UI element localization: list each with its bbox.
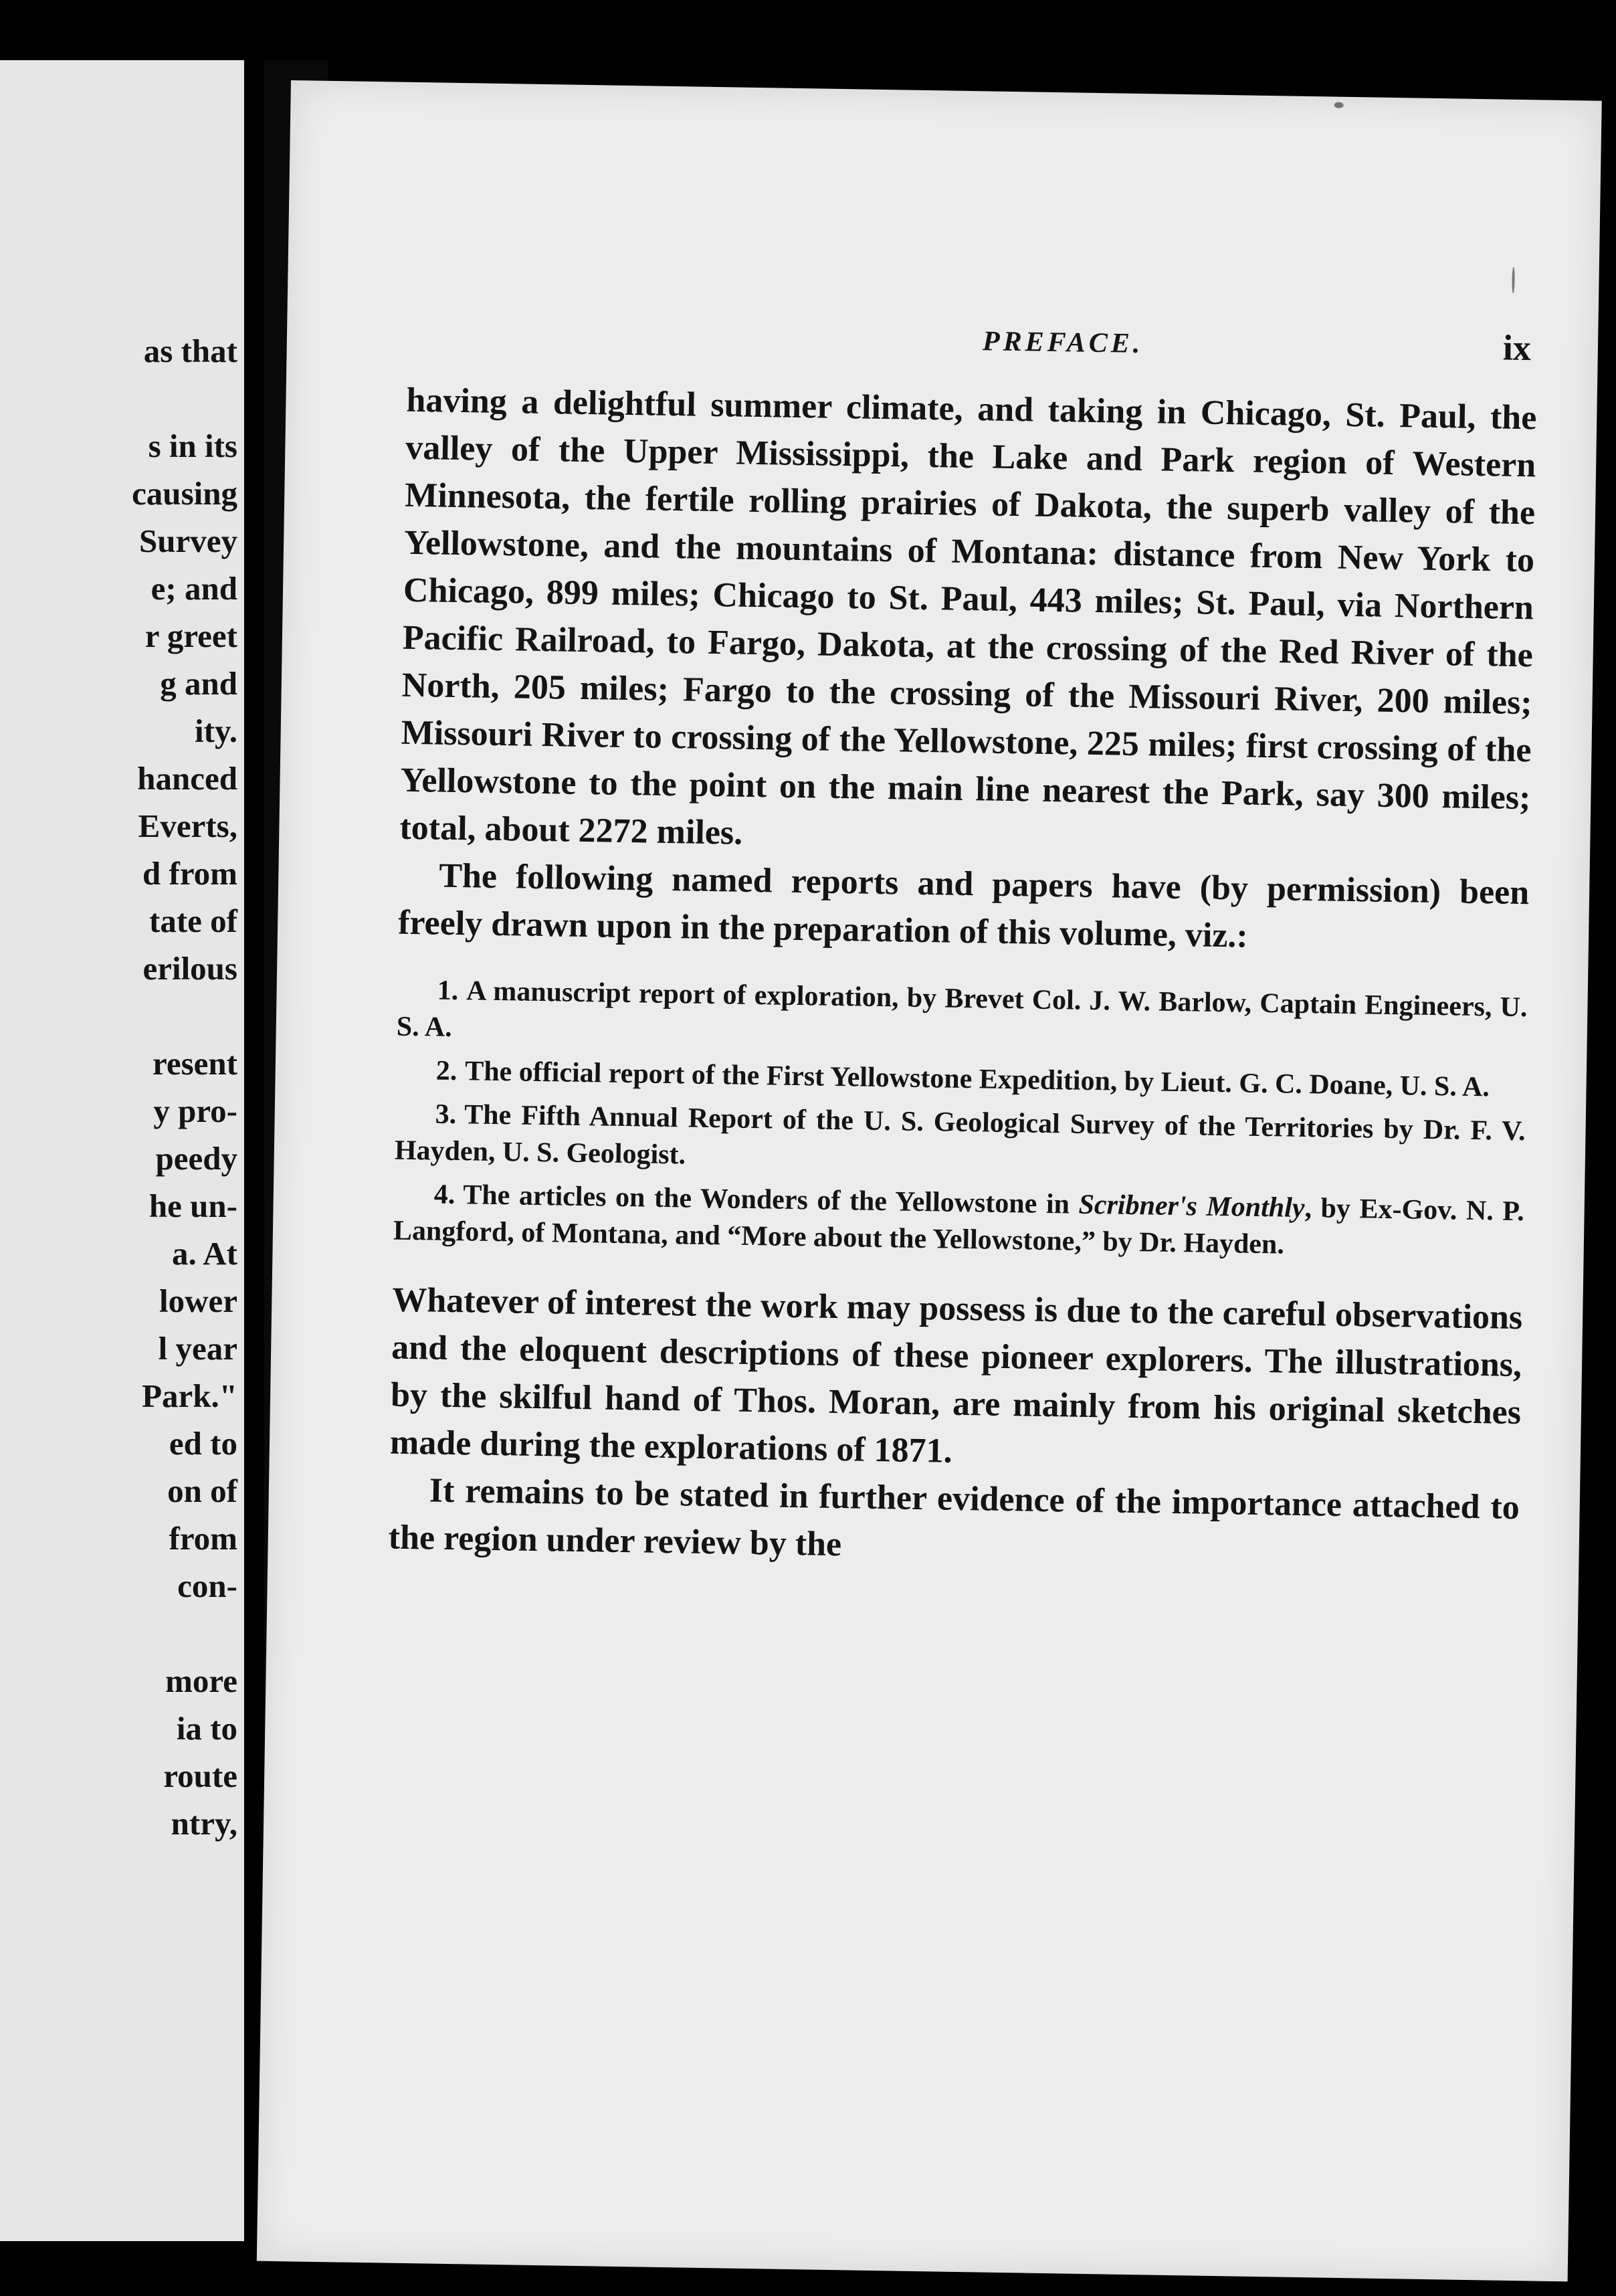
left-page-line-fragment: ntry, (171, 1805, 237, 1842)
left-page-line-fragment: y pro- (153, 1092, 237, 1129)
paragraph: Whatever of interest the work may possess is due to the careful observations and the eloquent descriptions of these pioneer explorers. The illustrations, by the skilful hand of Thos. Moran, are mainly from his original sketches made during the explorations of 1871. (389, 1280, 1523, 1470)
left-page-line-fragment: ia to (176, 1710, 237, 1747)
left-page-line-fragment: a. At (172, 1235, 237, 1272)
left-page-line-fragment: from (169, 1520, 237, 1557)
left-page-line-fragment: g and (160, 665, 237, 702)
source-number: 1. (437, 975, 459, 1007)
source-item (393, 1176, 1525, 1268)
paragraph: The following named reports and papers have (by permission) been freely drawn upon in the preparation of this volume, viz.: (397, 856, 1530, 955)
left-page-line-fragment: ity. (195, 712, 237, 749)
body-text (388, 377, 1537, 1579)
source-text: A manuscript report of exploration, by Brevet Col. J. W. Barlow, Captain Engineers, U. S. A. (396, 975, 1528, 1043)
left-page-line-fragment: more (165, 1662, 237, 1699)
left-page-line-fragment: causing (132, 475, 237, 512)
paragraph: It remains to be stated in further evidence of the importance attached to the region under review by the (388, 1471, 1520, 1564)
left-page-line-fragment: Everts, (138, 807, 237, 844)
source-item (394, 1096, 1526, 1187)
left-page-line-fragment: Park." (142, 1377, 237, 1414)
left-page-line-fragment: ed to (169, 1425, 237, 1462)
source-text: The Fifth Annual Report of the U. S. Geological Survey of the Territories by Dr. F. V. Hayden, U. S. Geologist. (394, 1099, 1526, 1171)
left-page-line-fragment: con- (177, 1567, 237, 1604)
left-page-line-fragment: erilous (142, 950, 237, 987)
left-page-line-fragment: r greet (144, 617, 237, 654)
left-page-line-fragment: resent (153, 1045, 237, 1082)
left-page-line-fragment: l year (158, 1330, 237, 1367)
left-page-line-fragment: hanced (137, 760, 237, 797)
left-page-line-fragment: on of (167, 1472, 237, 1509)
left-page-line-fragment: e; and (150, 570, 237, 607)
source-text: The official report of the First Yellowstone Expedition, by Lieut. G. C. Doane, U. S. A. (464, 1056, 1490, 1103)
left-page-line-fragment: d from (142, 855, 237, 892)
left-page-line-fragment: s in its (148, 427, 237, 464)
source-number: 2. (435, 1055, 458, 1087)
speck (1334, 102, 1344, 108)
sources-list (393, 972, 1528, 1267)
page-header (407, 310, 1545, 375)
source-text: , by Ex-Gov. N. P. Langford, of Montana, and “More about the Yellowstone,” by Dr. Hayden. (393, 1193, 1525, 1260)
running-head: PREFACE. (982, 326, 1144, 360)
left-page-line-fragment: route (163, 1757, 237, 1794)
left-page-line-fragment: Survey (139, 522, 237, 559)
left-page-line-fragment: he un- (148, 1187, 237, 1224)
left-page-line-fragment: peedy (155, 1140, 237, 1177)
left-page-line-fragment: as that (143, 332, 237, 369)
periodical-title: Scribner's Monthly (1078, 1189, 1305, 1224)
left-page-line-fragment: lower (159, 1282, 237, 1319)
left-page-line-fragment: tate of (149, 902, 237, 939)
speck (1512, 267, 1515, 294)
source-number: 3. (435, 1098, 457, 1131)
source-item (396, 972, 1528, 1064)
paragraph: having a delightful summer climate, and taking in Chicago, St. Paul, the valley of the Upper Mississippi, the Lake and Park region of Western Minnesota, the fertile rolling prairies of Dakota, the superb valley of the Yellowstone, and the mountains of Montana: distance from New York to Chicago, 899 miles; Chicago to St. Paul, 443 miles; St. Paul, via Northern Pacific Railroad, to Fargo, Dakota, at the crossing of the Red River of the North, 205 miles; Fargo to the crossing of the Missouri River, 200 miles; Missouri River to crossing of the Yellowstone, 225 miles; first crossing of the Yellowstone to the point on the main line nearest the Park, say 300 miles; total, about 2272 miles. (399, 381, 1537, 852)
source-text: The articles on the Wonders of the Yellowstone in (462, 1179, 1079, 1220)
source-number: 4. (433, 1179, 456, 1211)
right-page (257, 80, 1602, 2281)
left-page (0, 60, 244, 2241)
page-number: ix (1502, 327, 1532, 369)
